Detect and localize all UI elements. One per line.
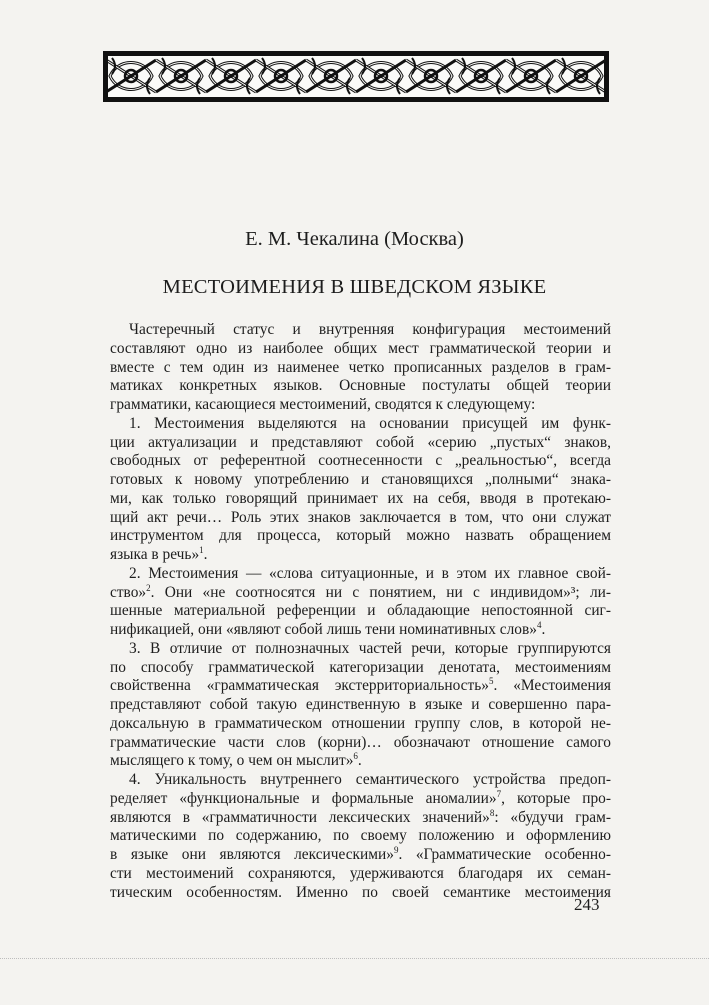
article-title: МЕСТОИМЕНИЯ В ШВЕДСКОМ ЯЗЫКЕ [162, 276, 547, 298]
text-line: сти местоимений сохраняются, удерживаются благодаря их семан- [110, 864, 611, 882]
text-line: щий акт речи… Роль этих знаков заключается в том, что они служат [110, 508, 611, 526]
footnote-ref: 4 [536, 621, 542, 630]
text-line: по способу грамматической категоризации денотата, местоимениям [110, 658, 611, 676]
text-line: мыслящего к тому, о чем он мыслит»$^6$. [110, 752, 362, 770]
text-line: 1. Местоимения выделяются на основании присущей им функ- [129, 414, 611, 432]
footnote-ref: 8 [489, 808, 495, 818]
text-line: матическими по содержанию, по своему положению и оформлению [110, 827, 611, 845]
celtic-knot-ornament-banner [103, 51, 609, 102]
text-line: нификацией, они «являют собой лишь тени номинативных слов»$^4$. [110, 621, 546, 638]
text-line: грамматики, касающиеся местоимений, сводятся к следующему: [110, 396, 536, 413]
footnote-ref: 6 [353, 752, 358, 762]
text-line: 2. Местоимения — «слова ситуационные, и в этом их главное свой- [129, 564, 611, 582]
text-line: тическим особенностям. Именно по своей семантике местоимения [110, 883, 611, 901]
text-line: ми, как только говорящий принимает их на себя, вводя в протекаю- [110, 489, 611, 507]
footnote-ref: 1 [199, 546, 204, 555]
scan-edge-divider [0, 958, 709, 969]
footnote-ref: 7 [496, 789, 502, 799]
text-line: Частеречный статус и внутренняя конфигурация местоимений [129, 321, 611, 338]
text-line: готовых к новому употреблению и становящихся „полными“ знака- [110, 471, 611, 488]
text-line: шенные материальной референции и обладающие непостоянной сиг- [110, 602, 611, 620]
text-line: 4. Уникальность внутреннего семантического устройства предоп- [129, 771, 611, 788]
text-line: свойственна «грамматическая экстерриториальность»$^5$. «Местоимения [110, 677, 611, 695]
text-line: 3. В отличие от полнозначных частей речи, которые группируются [129, 639, 611, 657]
text-line: представляют собой такую единственную в языке и совершенно пара- [110, 696, 611, 713]
text-line: инструментом для процесса, который можно назвать обращением [110, 527, 611, 545]
author-line: Е. М. Чекалина (Москва) [245, 228, 464, 250]
text-line: доксальную в грамматическом отношении группу слов, в которой не- [110, 714, 611, 732]
footnote-ref: 9 [393, 846, 399, 855]
text-line: являются в «грамматичности лексических значений»$^8$: «будучи грам- [110, 808, 611, 826]
text-line: свободных от референтной соотнесенности с „реальностью“, всегда [110, 452, 611, 470]
article-body [110, 321, 611, 902]
footnote-ref: 2 [146, 583, 151, 593]
text-line: ство»$^2$. Они «не соотносятся ни с понятием, ни с индивидом»³; ли- [110, 583, 611, 601]
text-line: языка в речь»$^1$. [110, 546, 208, 563]
text-line: в языке они являются лексическими»$^9$. «Грамматические особенно- [110, 846, 611, 863]
text-line: матиках конкретных языков. Основные постулаты общей теории [110, 377, 611, 395]
footnote-ref: 5 [488, 677, 494, 687]
text-line: ределяет «функциональные и формальные аномалии»$^7$, которые про- [110, 789, 611, 807]
text-line: ции актуализации и представляют собой «серию „пустых“ знаков, [110, 433, 611, 451]
page-number: 243 [574, 895, 600, 914]
text-line: грамматические части слов (корни)… обозначают отношение самого [110, 733, 611, 751]
text-line: составляют одно из наиболее общих мест грамматической теории и [110, 339, 611, 357]
text-line: вместе с тем один из наименее четко прописанных разделов в грам- [110, 358, 611, 376]
